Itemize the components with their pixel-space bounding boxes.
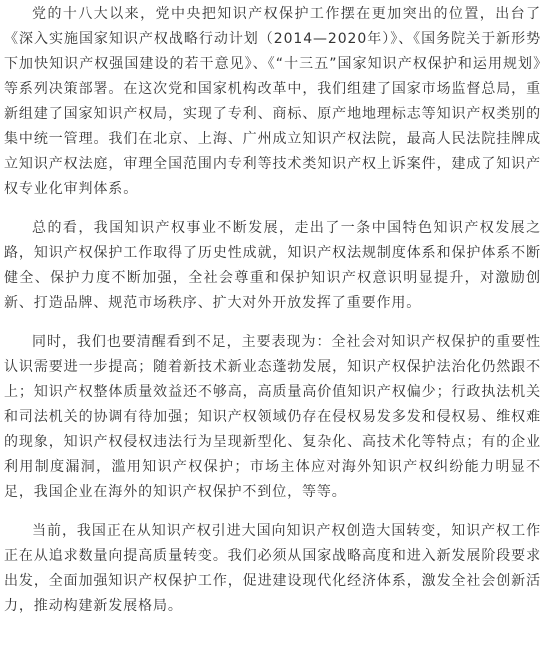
article-body <box>0 2 547 619</box>
paragraph: 党的十八大以来，党中央把知识产权保护工作摆在更加突出的位置，出台了《深入实施国家知识产权战略行动计划（2014—2020年）》、《国务院关于新形势下加快知识产权强国建设的若干意见》、《“十三五”国家知识产权保护和运用规划》等系列决策部署。在这次党和国家机构改革中，我们组建了国家市场监督总局，重新组建了国家知识产权局，实现了专利、商标、原产地地理标志等知识产权类别的集中统一管理。我们在北京、上海、广州成立知识产权法院，最高人民法院挂牌成立知识产权法庭，审理全国范围内专利等技术类知识产权上诉案件，建成了知识产权专业化审判体系。 <box>4 6 541 197</box>
paragraph: 同时，我们也要清醒看到不足，主要表现为：全社会对知识产权保护的重要性认识需要进一步提高；随着新技术新业态蓬勃发展，知识产权保护法治化仍然跟不上；知识产权整体质量效益还不够高，高质量高价值知识产权偏少；行政执法机关和司法机关的协调有待加强；知识产权领域仍存在侵权易发多发和侵权易、维权难的现象，知识产权侵权违法行为呈现新型化、复杂化、高技术化等特点；有的企业利用制度漏洞，滥用知识产权保护；市场主体应对海外知识产权纠纷能力明显不足，我国企业在海外的知识产权保护不到位，等等。 <box>4 334 541 500</box>
paragraph: 总的看，我国知识产权事业不断发展，走出了一条中国特色知识产权发展之路，知识产权保护工作取得了历史性成就，知识产权法规制度体系和保护体系不断健全、保护力度不断加强，全社会尊重和保护知识产权意识明显提升，对激励创新、打造品牌、规范市场秩序、扩大对外开放发挥了重要作用。 <box>4 220 541 311</box>
paragraph: 当前，我国正在从知识产权引进大国向知识产权创造大国转变，知识产权工作正在从追求数量向提高质量转变。我们必须从国家战略高度和进入新发展阶段要求出发，全面加强知识产权保护工作，促进建设现代化经济体系，激发全社会创新活力，推动构建新发展格局。 <box>4 523 541 614</box>
